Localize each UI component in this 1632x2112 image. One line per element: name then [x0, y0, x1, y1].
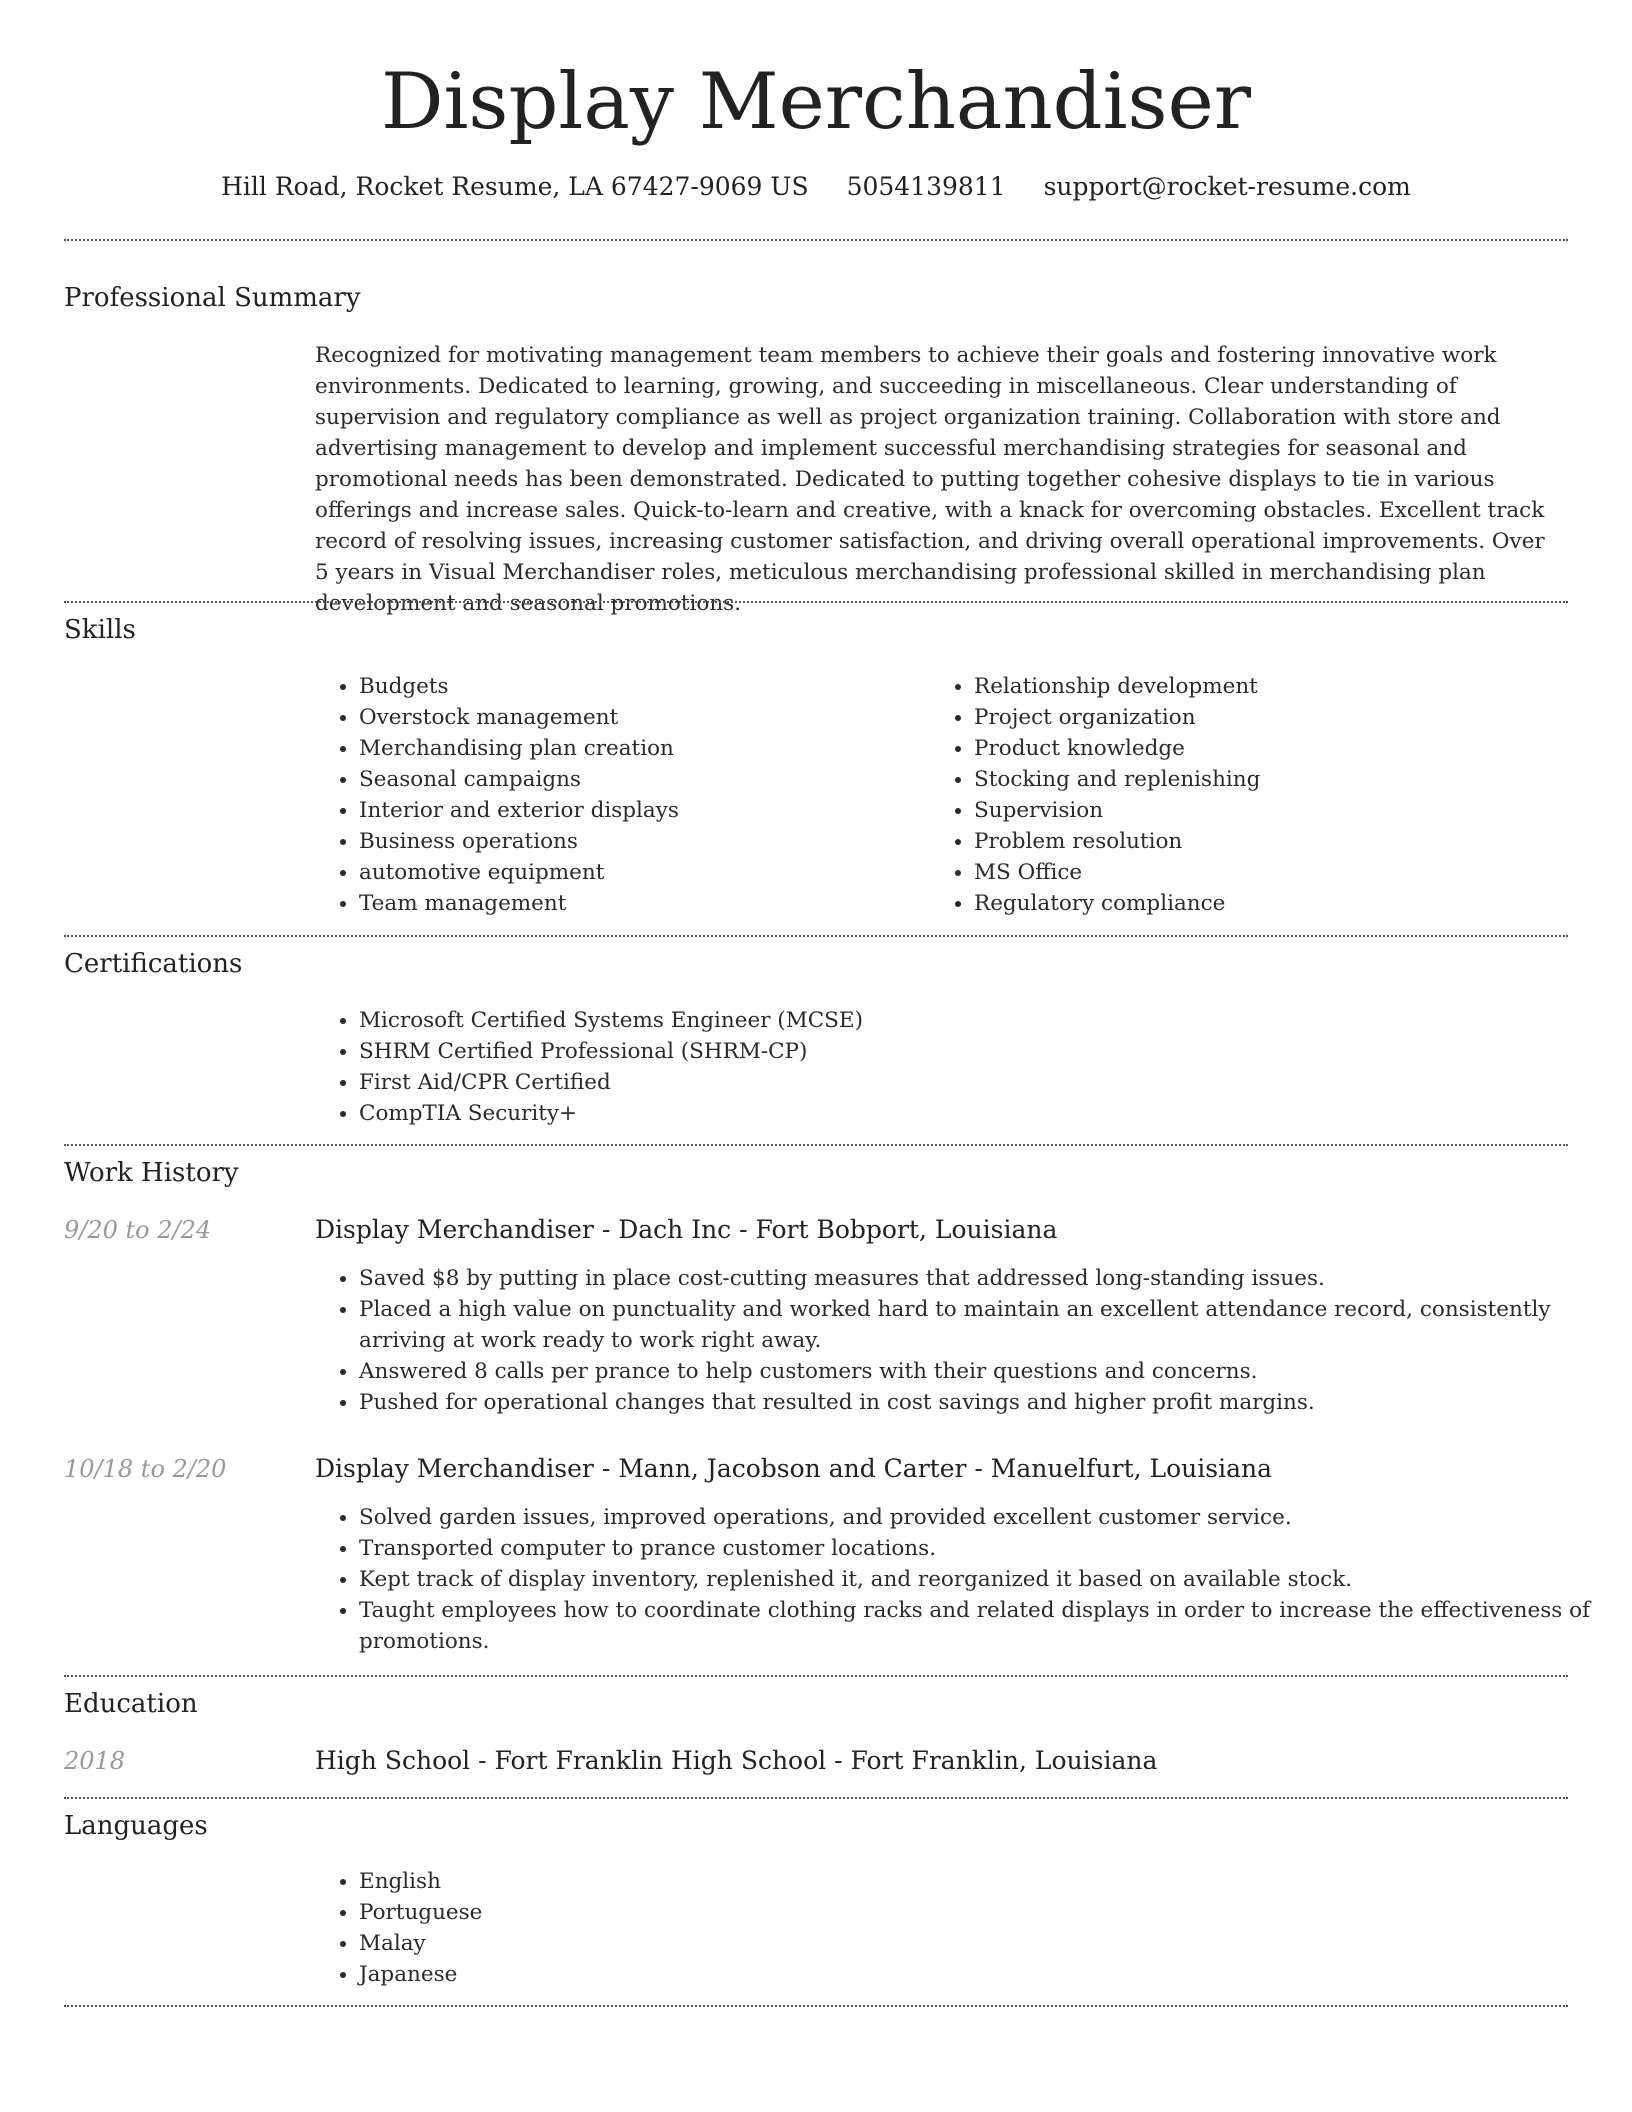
section-divider: [64, 1144, 1568, 1146]
education-heading: Education: [64, 1689, 198, 1719]
job-bullet: • Solved garden issues, improved operations, and provided excellent customer service.: [359, 1502, 1599, 1533]
skill-item: • Budgets: [359, 671, 919, 702]
job-bullet: • Kept track of display inventory, replenished it, and reorganized it based on available stock.: [359, 1564, 1599, 1595]
job-bullet: • Pushed for operational changes that resulted in cost savings and higher profit margins.: [359, 1387, 1599, 1418]
language-item: • English: [359, 1866, 1599, 1897]
job-bullet: • Answered 8 calls per prance to help customers with their questions and concerns.: [359, 1356, 1599, 1387]
skills-list-right: [930, 671, 1534, 919]
skill-item: • Seasonal campaigns: [359, 764, 919, 795]
language-item: • Japanese: [359, 1959, 1599, 1990]
skills-list-left: [315, 671, 919, 919]
skill-item: • Problem resolution: [974, 826, 1534, 857]
skill-item: • MS Office: [974, 857, 1534, 888]
job-bullet: • Placed a high value on punctuality and worked hard to maintain an excellent attendance record, consistently arriving at work ready to work right away.: [359, 1294, 1599, 1356]
skill-item: • Overstock management: [359, 702, 919, 733]
section-divider: [64, 1675, 1568, 1677]
certification-item: • Microsoft Certified Systems Engineer (MCSE): [359, 1005, 1599, 1036]
contact-email: support@rocket-resume.com: [1043, 172, 1411, 201]
contact-phone: 5054139811: [846, 172, 1006, 201]
candidate-name: Display Merchandiser: [380, 57, 1252, 147]
skill-item: • Team management: [359, 888, 919, 919]
skill-item: • Business operations: [359, 826, 919, 857]
certifications-list: [315, 1005, 1599, 1129]
section-divider: [64, 239, 1568, 241]
job-bullet: • Transported computer to prance customer locations.: [359, 1533, 1599, 1564]
education-entry: High School - Fort Franklin High School - Fort Franklin, Louisiana: [315, 1746, 1158, 1775]
work-history-heading: Work History: [64, 1158, 239, 1188]
job-dates: 9/20 to 2/24: [64, 1216, 212, 1244]
language-item: • Malay: [359, 1928, 1599, 1959]
skill-item: • Product knowledge: [974, 733, 1534, 764]
contact-address: Hill Road, Rocket Resume, LA 67427-9069 US: [221, 172, 809, 201]
section-divider: [64, 2005, 1568, 2007]
skill-item: • Stocking and replenishing: [974, 764, 1534, 795]
skill-item: • Relationship development: [974, 671, 1534, 702]
skills-heading: Skills: [64, 615, 136, 645]
section-divider: [64, 1797, 1568, 1799]
certifications-heading: Certifications: [64, 949, 243, 979]
language-item: • Portuguese: [359, 1897, 1599, 1928]
job-bullet: • Saved $8 by putting in place cost-cutting measures that addressed long-standing issues.: [359, 1263, 1599, 1294]
job-heading: Display Merchandiser - Dach Inc - Fort Bobport, Louisiana: [315, 1215, 1058, 1244]
job-bullets: [315, 1263, 1599, 1418]
certification-item: • CompTIA Security+: [359, 1098, 1599, 1129]
skill-item: • Merchandising plan creation: [359, 733, 919, 764]
skill-item: • Regulatory compliance: [974, 888, 1534, 919]
skill-item: • Supervision: [974, 795, 1534, 826]
job-heading: Display Merchandiser - Mann, Jacobson and Carter - Manuelfurt, Louisiana: [315, 1454, 1273, 1483]
education-year: 2018: [64, 1747, 126, 1775]
job-bullets: [315, 1502, 1599, 1657]
summary-text: Recognized for motivating management team members to achieve their goals and fostering innovative work environments. Dedicated to learning, growing, and succeeding in miscellaneous. Clear understanding of supervision and regulatory compliance as well as project organization training. Collaboration with store and advertising management to develop and implement successful merchandising strategies for seasonal and promotional needs has been demonstrated. Dedicated to putting together cohesive displays to tie in various offerings and increase sales. Quick-to-learn and creative, with a knack for overcoming obstacles. Excellent track record of resolving issues, increasing customer satisfaction, and driving overall operational improvements. Over 5 years in Visual Merchandiser roles, meticulous merchandising professional skilled in merchandising plan development and seasonal promotions.: [315, 343, 1545, 616]
languages-heading: Languages: [64, 1811, 208, 1841]
job-dates: 10/18 to 2/20: [64, 1455, 227, 1483]
certification-item: • SHRM Certified Professional (SHRM-CP): [359, 1036, 1599, 1067]
certification-item: • First Aid/CPR Certified: [359, 1067, 1599, 1098]
section-divider: [64, 601, 1568, 603]
skill-item: • Interior and exterior displays: [359, 795, 919, 826]
contact-line: [0, 170, 1632, 204]
skill-item: • automotive equipment: [359, 857, 919, 888]
job-bullet: • Taught employees how to coordinate clothing racks and related displays in order to increase the effectiveness of promotions.: [359, 1595, 1599, 1657]
skill-item: • Project organization: [974, 702, 1534, 733]
section-divider: [64, 935, 1568, 937]
languages-list: [315, 1866, 1599, 1990]
summary-heading: Professional Summary: [64, 283, 361, 313]
